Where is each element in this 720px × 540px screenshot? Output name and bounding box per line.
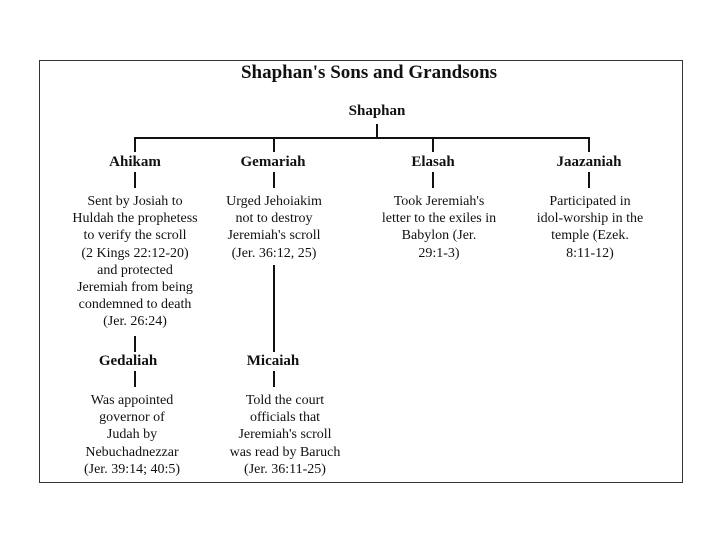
node-gedaliah-desc: Was appointed governor of Judah by Nebuchadnezzar (Jer. 39:14; 40:5) <box>83 393 181 477</box>
node-gemariah-desc: Urged Jehoiakim not to destroy Jeremiah's scroll (Jer. 36:12, 25) <box>226 194 322 261</box>
ahikam-to-desc-line <box>134 172 136 188</box>
micaiah-to-desc-line <box>273 371 275 387</box>
gedaliah-to-desc-line <box>134 371 136 387</box>
chart-title: Shaphan's Sons and Grandsons <box>240 62 498 83</box>
node-gedaliah-name: Gedaliah <box>98 353 158 369</box>
sibling-bar <box>134 137 589 139</box>
node-gemariah-name: Gemariah <box>240 154 306 170</box>
node-ahikam-desc: Sent by Josiah to Huldah the prophetess to verify the scroll (2 Kings 22:12-20) and protected Jeremiah from being condemned to death (Jer. 26:24) <box>72 194 198 330</box>
root-connector <box>376 124 378 138</box>
connector-elasah <box>432 137 434 152</box>
node-jaazaniah-desc: Participated in idol-worship in the temple (Ezek. 8:11-12) <box>536 194 644 261</box>
gemariah-to-micaiah-line <box>273 265 275 352</box>
node-shaphan-name: Shaphan <box>348 103 406 119</box>
connector-jaazaniah <box>588 137 590 152</box>
node-micaiah-desc: Told the court officials that Jeremiah's scroll was read by Baruch (Jer. 36:11-25) <box>229 393 341 477</box>
connector-ahikam <box>134 137 136 152</box>
node-ahikam-name: Ahikam <box>109 154 161 170</box>
jaazaniah-to-desc-line <box>588 172 590 188</box>
node-jaazaniah-name: Jaazaniah <box>556 154 622 170</box>
node-elasah-desc: Took Jeremiah's letter to the exiles in Babylon (Jer. 29:1-3) <box>381 194 497 261</box>
gemariah-to-desc-line <box>273 172 275 188</box>
elasah-to-desc-line <box>432 172 434 188</box>
ahikam-to-gedaliah-line <box>134 336 136 352</box>
node-elasah-name: Elasah <box>411 154 455 170</box>
connector-gemariah <box>273 137 275 152</box>
node-micaiah-name: Micaiah <box>246 353 300 369</box>
